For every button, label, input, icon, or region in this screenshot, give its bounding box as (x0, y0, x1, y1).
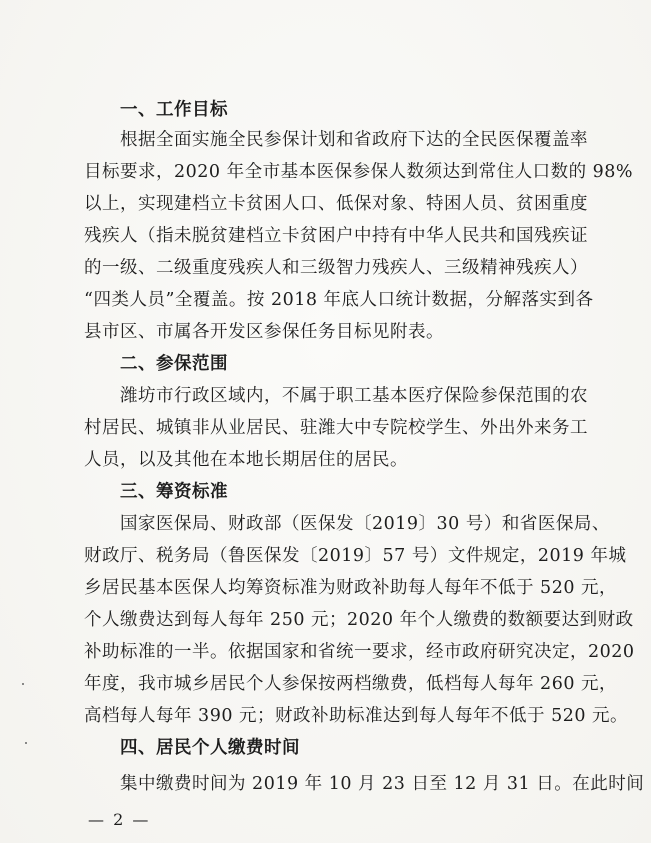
scan-speck (22, 683, 24, 685)
section-heading: 一、工作目标 (120, 100, 228, 120)
section-heading: 二、参保范围 (120, 354, 228, 374)
paragraph-line: 的一级、二级重度残疾人和三级智力残疾人、三级精神残疾人） (84, 258, 588, 278)
paragraph-line: 集中缴费时间为 2019 年 10 月 23 日至 12 月 31 日。在此时间 (120, 774, 645, 794)
paragraph-line: 县市区、市属各开发区参保任务目标见附表。 (84, 322, 444, 342)
paragraph-line: 以上，实现建档立卡贫困人口、低保对象、特困人员、贫困重度 (84, 194, 588, 214)
paragraph-line: 目标要求，2020 年全市基本医保参保人数须达到常住人口数的 98% (84, 162, 634, 182)
paragraph-line: 高档每人每年 390 元；财政补助标准达到每人每年不低于 520 元。 (84, 706, 629, 726)
section-heading: 四、居民个人缴费时间 (120, 738, 300, 758)
paragraph-line: 人员，以及其他在本地长期居住的居民。 (84, 450, 408, 470)
paragraph-line: 补助标准的一半。依据国家和省统一要求，经市政府研究决定，2020 (84, 642, 635, 662)
section-heading: 三、筹资标准 (120, 482, 228, 502)
paragraph-line: “四类人员”全覆盖。按 2018 年底人口统计数据，分解落实到各 (84, 290, 594, 310)
paragraph-line: 年度，我市城乡居民个人参保按两档缴费，低档每人每年 260 元， (84, 674, 618, 694)
paragraph-line: 残疾人（指未脱贫建档立卡贫困户中持有中华人民共和国残疾证 (84, 226, 588, 246)
paragraph-line: 潍坊市行政区域内，不属于职工基本医疗保险参保范围的农 (120, 386, 588, 406)
paragraph-line: 个人缴费达到每人每年 250 元；2020 年个人缴费的数额要达到财政 (84, 610, 634, 630)
paragraph-line: 乡居民基本医保人均筹资标准为财政补助每人每年不低于 520 元， (84, 578, 618, 598)
paragraph-line: 财政厅、税务局（鲁医保发〔2019〕57 号）文件规定，2019 年城 (84, 546, 627, 566)
page-number: — 2 — (88, 810, 151, 829)
scan-speck (25, 742, 27, 744)
paragraph-line: 村居民、城镇非从业居民、驻潍大中专院校学生、外出外来务工 (84, 418, 588, 438)
paragraph-line: 国家医保局、财政部（医保发〔2019〕30 号）和省医保局、 (120, 514, 610, 534)
paragraph-line: 根据全面实施全民参保计划和省政府下达的全民医保覆盖率 (120, 130, 588, 150)
